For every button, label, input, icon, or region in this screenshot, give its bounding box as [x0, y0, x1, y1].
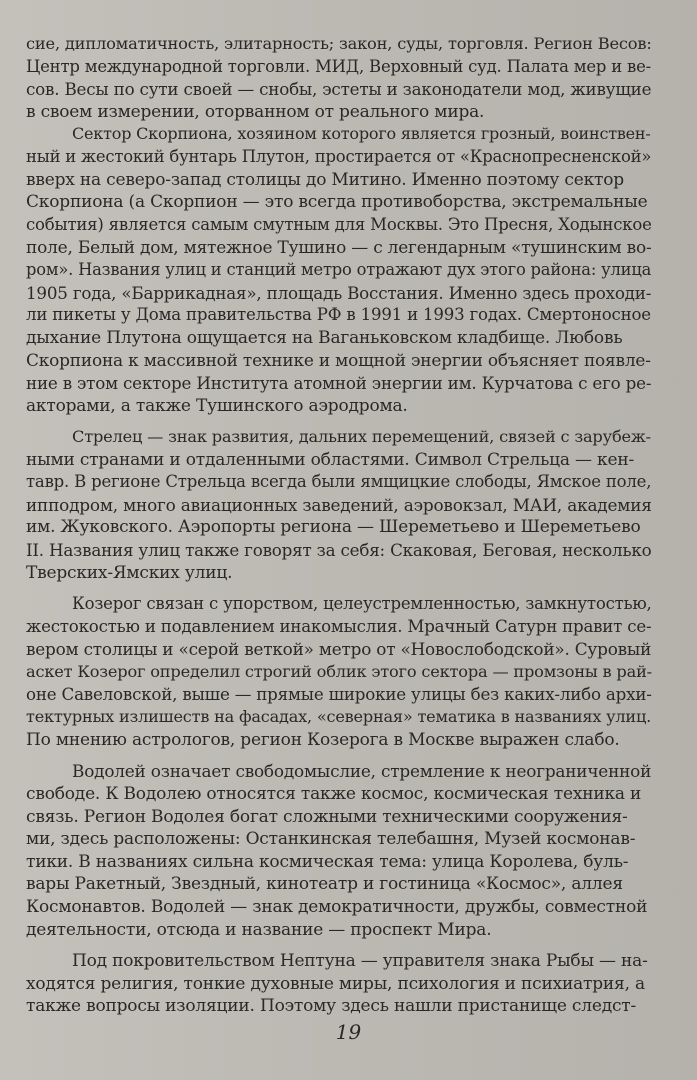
- text-line: сие, дипломатичность, элитарность; закон, суды, торговля. Регион Весов:: [26, 34, 652, 53]
- text-line: Тверских-Ямских улиц.: [26, 562, 233, 583]
- text-line: связь. Регион Водолея богат сложными техническими сооружения-: [26, 806, 628, 827]
- text-line: также вопросы изоляции. Поэтому здесь нашли пристанище следст-: [26, 996, 637, 1017]
- text-line: события) является самым смутным для Москвы. Это Пресня, Ходынское: [26, 214, 652, 234]
- paragraph-pisces: [26, 950, 652, 1018]
- text-line: ром». Названия улиц и станций метро отражают дух этого района: улица: [26, 259, 652, 279]
- text-line: Космонавтов. Водолей — знак демократичности, дружбы, совместной: [26, 896, 648, 917]
- text-line: тики. В названиях сильна космическая тема: улица Королева, буль-: [26, 851, 629, 872]
- paragraph-gap: [26, 417, 652, 426]
- text-line: вары Ракетный, Звездный, кинотеатр и гостиница «Космос», аллея: [26, 874, 623, 895]
- text-line: оне Савеловской, выше — прямые широкие улицы без каких-либо архи-: [26, 684, 652, 704]
- text-line: ли пикеты у Дома правительства РФ в 1991 и 1993 годах. Смертоносное: [26, 305, 651, 325]
- text-line: в своем измерении, оторванном от реального мира.: [26, 101, 485, 122]
- text-line: деятельности, отсюда и название — проспект Мира.: [26, 919, 492, 940]
- paragraph-gap: [26, 941, 652, 950]
- body-text: [26, 33, 652, 1018]
- text-line: вверх на северо-запад столицы до Митино. Именно поэтому сектор: [26, 169, 624, 190]
- paragraph-libra-end: [26, 33, 652, 123]
- text-line: Козерог связан с упорством, целеустремленностью, замкнутостью,: [72, 594, 652, 614]
- text-line: Центр международной торговли. МИД, Верховный суд. Палата мер и ве-: [26, 56, 652, 76]
- text-line: тектурных излишеств на фасадах, «северная» тематика в названиях улиц.: [26, 707, 652, 727]
- text-line: дыхание Плутона ощущается на Ваганьковском кладбище. Любовь: [26, 327, 623, 348]
- text-line: ными странами и отдаленными областями. Символ Стрельца — кен-: [26, 449, 635, 470]
- text-line: акторами, а также Тушинского аэродрома.: [26, 395, 408, 416]
- text-line: Скорпиона (а Скорпион — это всегда противоборства, экстремальные: [26, 192, 648, 213]
- text-line: ми, здесь расположены: Останкинская телебашня, Музей космонав-: [26, 829, 636, 850]
- text-line: вером столицы и «серой веткой» метро от «Новослободской». Суровый: [26, 639, 652, 660]
- paragraph-gap: [26, 584, 652, 593]
- text-line: Водолей означает свободомыслие, стремление к неограниченной: [72, 761, 652, 782]
- text-line: Стрелец — знак развития, дальних перемещений, связей с зарубеж-: [72, 427, 651, 447]
- text-line: 1905 года, «Баррикадная», площадь Восстания. Именно здесь проходи-: [26, 282, 652, 303]
- text-line: поле, Белый дом, мятежное Тушино — с легендарным «тушинским во-: [26, 237, 652, 258]
- text-line: ние в этом секторе Института атомной энергии им. Курчатова с его ре-: [26, 372, 652, 393]
- paragraph-capricorn: [26, 593, 652, 751]
- text-line: свободе. К Водолею относятся также космос, космическая техника и: [26, 784, 642, 804]
- text-line: Сектор Скорпиона, хозяином которого является грозный, воинствен-: [72, 124, 651, 144]
- text-line: сов. Весы по сути своей — снобы, эстеты и законодатели мод, живущие: [26, 79, 652, 100]
- paragraph-scorpio: [26, 123, 652, 417]
- text-line: жестокостью и подавлением инакомыслия. Мрачный Сатурн правит се-: [26, 616, 652, 636]
- page-number: 19: [335, 1020, 362, 1044]
- paragraph-gap: [26, 751, 652, 760]
- text-line: ходятся религия, тонкие духовные миры, психология и психиатрия, а: [26, 973, 645, 994]
- text-line: ипподром, много авиационных заведений, аэровокзал, МАИ, академия: [26, 494, 652, 515]
- paragraph-aquarius: [26, 760, 652, 941]
- text-line: По мнению астрологов, регион Козерога в Москве выражен слабо.: [26, 729, 620, 750]
- text-line: Под покровительством Нептуна — управителя знака Рыбы — на-: [72, 951, 648, 972]
- text-line: ный и жестокий бунтарь Плутон, простирается от «Краснопресненской»: [26, 146, 652, 166]
- paragraph-sagittarius: [26, 426, 652, 584]
- text-line: аскет Козерог определил строгий облик этого сектора — промзоны в рай-: [26, 662, 652, 682]
- text-line: Скорпиона к массивной технике и мощной энергии объясняет появле-: [26, 350, 651, 371]
- text-line: им. Жуковского. Аэропорты региона — Шереметьево и Шереметьево: [26, 517, 641, 538]
- text-line: II. Названия улиц также говорят за себя: Скаковая, Беговая, несколько: [26, 540, 652, 561]
- text-line: тавр. В регионе Стрельца всегда были ямщицкие слободы, Ямское поле,: [26, 472, 652, 492]
